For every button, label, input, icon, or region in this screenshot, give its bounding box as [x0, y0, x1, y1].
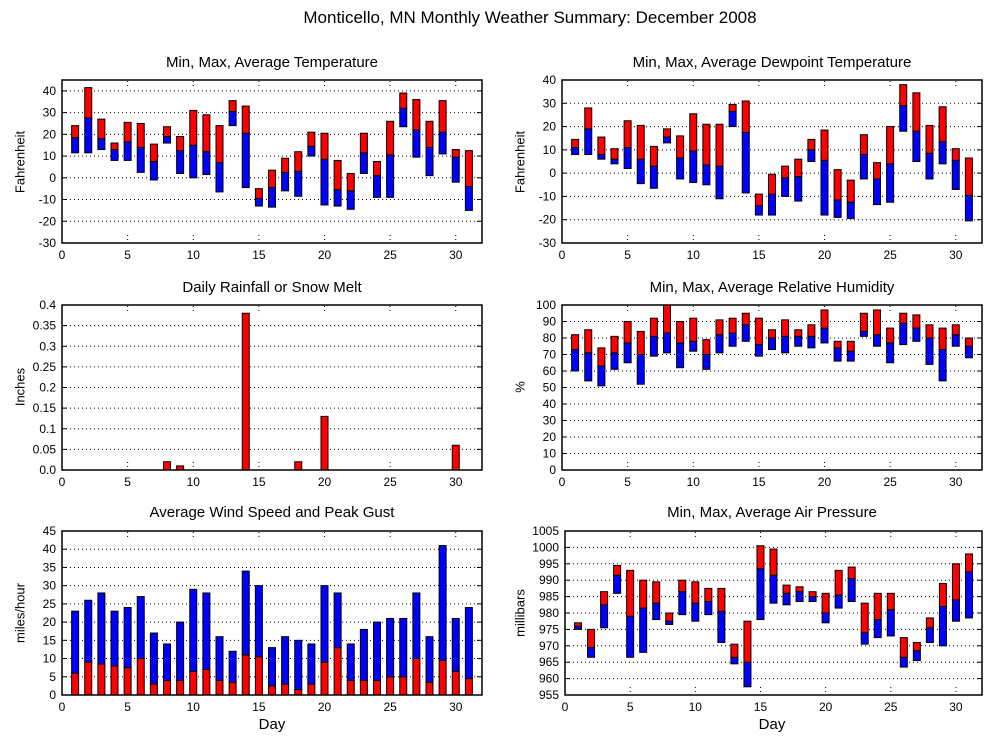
- chart-title: Min, Max, Average Relative Humidity: [649, 279, 895, 296]
- svg-text:20: 20: [817, 475, 832, 489]
- svg-text:30: 30: [42, 105, 56, 120]
- svg-text:0: 0: [558, 248, 566, 262]
- svg-text:25: 25: [883, 248, 897, 262]
- svg-text:-30: -30: [38, 236, 56, 250]
- y-axis-label: miles/hour: [12, 583, 28, 643]
- y-axis-label: millibars: [512, 589, 528, 637]
- svg-text:0: 0: [49, 170, 56, 185]
- svg-text:10: 10: [686, 248, 700, 262]
- svg-text:20: 20: [317, 475, 332, 489]
- svg-text:30: 30: [449, 248, 463, 262]
- svg-text:20: 20: [317, 248, 332, 262]
- svg-text:0: 0: [549, 166, 556, 181]
- pressure-plot: [500, 490, 1000, 750]
- chart-title: Min, Max, Average Air Pressure: [667, 504, 877, 521]
- x-axis-label: Day: [758, 716, 786, 733]
- y-axis-label: Fahrenheit: [12, 130, 28, 194]
- svg-text:-30: -30: [538, 236, 556, 250]
- svg-text:20: 20: [817, 248, 832, 262]
- svg-text:30: 30: [949, 475, 963, 489]
- svg-text:0: 0: [549, 463, 556, 477]
- chart-title: Daily Rainfall or Snow Melt: [182, 279, 362, 296]
- svg-text:0.2: 0.2: [39, 380, 56, 395]
- svg-text:25: 25: [383, 475, 397, 489]
- svg-text:5: 5: [624, 475, 631, 489]
- svg-text:990: 990: [538, 573, 559, 588]
- svg-text:0: 0: [558, 475, 566, 489]
- svg-text:40: 40: [542, 397, 556, 411]
- chart-dewpoint: [500, 40, 1000, 265]
- svg-text:0: 0: [49, 688, 56, 702]
- svg-text:15: 15: [752, 475, 766, 489]
- svg-text:995: 995: [538, 556, 559, 571]
- svg-text:5: 5: [624, 248, 631, 262]
- svg-text:10: 10: [42, 149, 56, 164]
- svg-text:30: 30: [449, 700, 463, 714]
- svg-text:5: 5: [124, 700, 131, 714]
- humidity-plot: [500, 265, 1000, 490]
- svg-text:40: 40: [42, 83, 56, 98]
- y-axis-label: Inches: [12, 367, 28, 407]
- svg-text:0: 0: [58, 700, 66, 714]
- svg-text:0.0: 0.0: [39, 463, 56, 477]
- svg-text:1005: 1005: [532, 524, 559, 538]
- svg-text:0.1: 0.1: [39, 421, 56, 436]
- svg-text:10: 10: [542, 446, 556, 461]
- chart-title: Min, Max, Average Temperature: [165, 54, 379, 71]
- svg-text:5: 5: [626, 700, 634, 714]
- svg-text:30: 30: [949, 700, 963, 714]
- chart-humidity: [500, 265, 1000, 490]
- svg-text:25: 25: [42, 596, 56, 611]
- svg-text:-10: -10: [38, 192, 56, 207]
- svg-text:25: 25: [883, 475, 897, 489]
- svg-text:15: 15: [252, 475, 266, 489]
- svg-text:35: 35: [42, 560, 56, 575]
- svg-text:-20: -20: [38, 214, 56, 229]
- y-axis-label: %: [512, 381, 528, 393]
- svg-text:100: 100: [535, 298, 556, 312]
- chart-temperature: [0, 40, 500, 265]
- svg-text:60: 60: [542, 364, 556, 378]
- svg-text:0.4: 0.4: [39, 298, 56, 312]
- svg-text:10: 10: [42, 651, 56, 666]
- svg-text:30: 30: [449, 475, 463, 489]
- svg-text:30: 30: [42, 578, 56, 593]
- svg-text:0.3: 0.3: [39, 339, 56, 354]
- svg-text:40: 40: [542, 73, 556, 87]
- svg-text:20: 20: [42, 615, 56, 630]
- svg-text:90: 90: [542, 314, 556, 329]
- svg-text:15: 15: [752, 248, 766, 262]
- svg-text:10: 10: [186, 475, 200, 489]
- svg-text:955: 955: [538, 688, 559, 702]
- svg-text:10: 10: [686, 475, 700, 489]
- chart-title: Min, Max, Average Dewpoint Temperature: [632, 54, 912, 71]
- chart-wind: [0, 490, 500, 750]
- svg-text:30: 30: [542, 96, 556, 111]
- svg-text:30: 30: [949, 248, 963, 262]
- svg-text:-20: -20: [538, 212, 556, 227]
- svg-text:15: 15: [252, 248, 266, 262]
- page-title: Monticello, MN Monthly Weather Summary: December 2008: [303, 8, 757, 27]
- svg-text:15: 15: [252, 700, 266, 714]
- svg-text:0.05: 0.05: [32, 442, 56, 457]
- svg-text:10: 10: [688, 700, 702, 714]
- svg-text:20: 20: [542, 119, 556, 134]
- svg-text:25: 25: [884, 700, 898, 714]
- svg-text:980: 980: [538, 606, 559, 620]
- svg-text:965: 965: [538, 655, 559, 670]
- dewpoint-plot: [500, 40, 1000, 265]
- svg-text:10: 10: [186, 700, 200, 714]
- svg-text:20: 20: [818, 700, 833, 714]
- svg-text:0.25: 0.25: [32, 359, 56, 374]
- svg-text:15: 15: [42, 633, 56, 648]
- svg-text:0: 0: [561, 700, 569, 714]
- svg-text:5: 5: [49, 669, 56, 684]
- svg-text:-10: -10: [538, 189, 556, 204]
- svg-text:20: 20: [42, 127, 56, 142]
- svg-text:30: 30: [542, 413, 556, 428]
- temperature-plot: [0, 40, 500, 265]
- svg-text:0: 0: [58, 475, 66, 489]
- x-axis-label: Day: [258, 716, 286, 733]
- svg-text:5: 5: [124, 475, 131, 489]
- svg-text:40: 40: [42, 542, 56, 557]
- svg-text:0.35: 0.35: [32, 318, 56, 333]
- svg-text:5: 5: [124, 248, 131, 262]
- svg-text:15: 15: [753, 700, 768, 714]
- svg-text:45: 45: [42, 524, 56, 538]
- svg-text:20: 20: [542, 430, 556, 444]
- svg-text:10: 10: [542, 142, 556, 157]
- svg-text:1000: 1000: [532, 540, 559, 555]
- svg-text:80: 80: [542, 331, 556, 345]
- svg-text:70: 70: [542, 347, 556, 362]
- svg-text:20: 20: [317, 700, 332, 714]
- y-axis-label: Fahrenheit: [512, 130, 528, 194]
- chart-title: Average Wind Speed and Peak Gust: [149, 504, 395, 521]
- svg-text:985: 985: [538, 589, 559, 604]
- svg-text:25: 25: [383, 700, 397, 714]
- svg-text:970: 970: [538, 638, 559, 653]
- svg-text:50: 50: [542, 380, 556, 395]
- rainfall-plot: [0, 265, 500, 490]
- svg-text:25: 25: [383, 248, 397, 262]
- svg-text:0.15: 0.15: [32, 401, 56, 416]
- svg-text:0: 0: [58, 248, 66, 262]
- svg-text:10: 10: [186, 248, 200, 262]
- svg-text:960: 960: [538, 671, 559, 686]
- wind-plot: [0, 490, 500, 750]
- chart-rainfall: [0, 265, 500, 490]
- svg-text:975: 975: [538, 622, 559, 637]
- chart-pressure: [500, 490, 1000, 750]
